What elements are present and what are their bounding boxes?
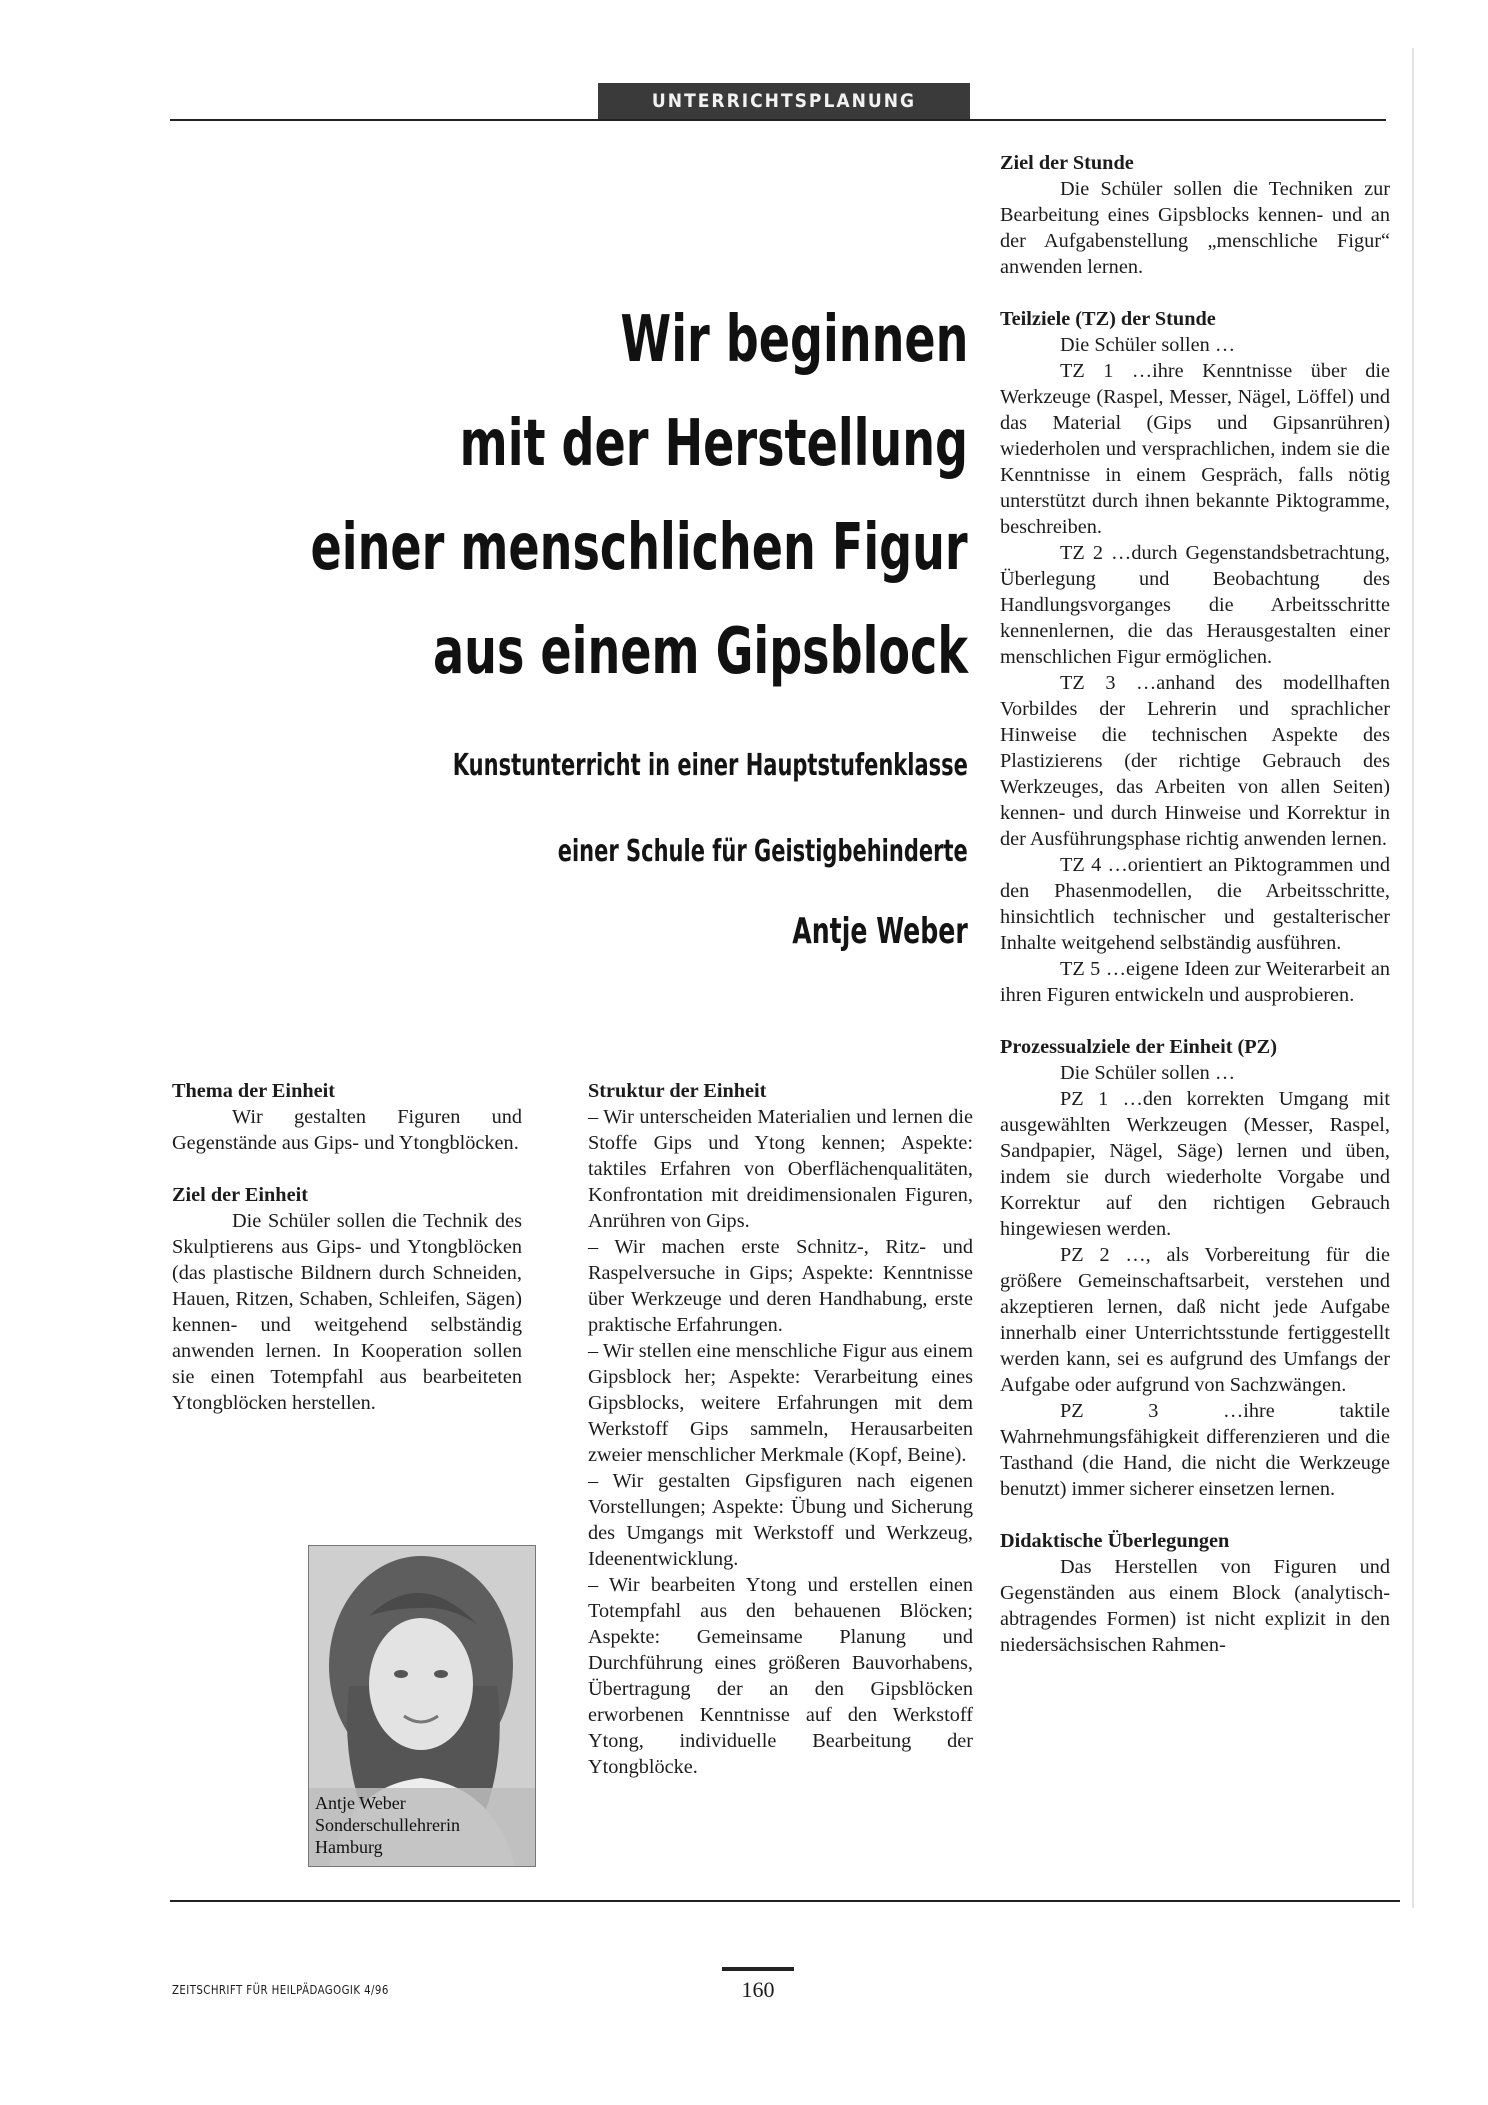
page-edge-shadow xyxy=(1412,48,1414,1908)
caption-city: Hamburg xyxy=(315,1837,383,1857)
journal-name: ZEITSCHRIFT FÜR HEILPÄDAGOGIK 4/96 xyxy=(172,1983,389,1997)
column-left xyxy=(172,1078,522,1416)
teilziel-item: TZ 4 …orientiert an Piktogrammen und den Phasenmodellen, die Arbeitsschritte, hinsichtlich technischer und gestalterischer Inhalte weitgehend selbständig ausführen. xyxy=(1000,854,1390,954)
author-photo xyxy=(308,1545,536,1867)
teilziel-item: TZ 1 …ihre Kenntnisse über die Werkzeuge (Raspel, Messer, Nägel, Löffel) und das Material (Gips und Gipsanrühren) wiederholen und versprachlichen, indem sie die Kenntnisse in einem Gespräch, falls nötig unterstützt durch ihnen bekannte Piktogramme, beschreiben. xyxy=(1000,360,1390,538)
prozess-intro: Die Schüler sollen … xyxy=(1060,1062,1236,1084)
prozessziel-item: PZ 2 …, als Vorbereitung für die größere Gemeinschaftsarbeit, verstehen und akzeptieren lernen, daß nicht jede Aufgabe innerhalb einer Unterrichtsstunde fertiggestellt werden kann, sei es aufgrund des Umfangs der Aufgabe oder aufgrund von Sachzwängen. xyxy=(1000,1244,1390,1396)
struktur-heading: Struktur der Einheit xyxy=(588,1080,767,1102)
column-right xyxy=(1000,150,1390,1658)
article-author: Antje Weber xyxy=(792,911,968,952)
page-number-rule xyxy=(722,1967,794,1971)
teilziele-intro: Die Schüler sollen … xyxy=(1060,334,1236,356)
ziel-stunde-heading: Ziel der Stunde xyxy=(1000,152,1134,174)
column-middle xyxy=(588,1078,973,1780)
didaktik-heading: Didaktische Überlegungen xyxy=(1000,1530,1230,1552)
struktur-item: – Wir machen erste Schnitz-, Ritz- und Raspelversuche in Gips; Aspekte: Kenntnisse über Werkzeuge und deren Handhabung, erste praktische Erfahrungen. xyxy=(588,1236,973,1336)
teilziel-item: TZ 3 …anhand des modellhaften Vorbildes der Lehrerin und sprachlicher Hinweise die technischen Aspekte des Plastizierens (der richtige Gebrauch des Werkzeuges, das Arbeiten von allen Seiten) kennen- und durch Hinweise und Korrektur in der Ausführungsphase richtig anwenden lernen. xyxy=(1000,672,1390,850)
prozessziel-item: PZ 1 …den korrekten Umgang mit ausgewählten Werkzeugen (Messer, Raspel, Sandpapier, Nägel, Säge) lernen und üben, indem sie durch wiederholte Vorgabe und Korrektur auf den richtigen Gebrauch hingewiesen werden. xyxy=(1000,1088,1390,1240)
thema-heading: Thema der Einheit xyxy=(172,1080,336,1102)
section-label: UNTERRICHTSPLANUNG xyxy=(598,83,970,119)
article-subtitle-line-2: einer Schule für Geistigbehinderte xyxy=(557,834,968,869)
header-rule xyxy=(170,119,1386,121)
teilziele-heading: Teilziele (TZ) der Stunde xyxy=(1000,308,1216,330)
teilziel-item: TZ 5 …eigene Ideen zur Weiterarbeit an ihren Figuren entwickeln und ausprobieren. xyxy=(1000,958,1390,1006)
prozessziel-item: PZ 3 …ihre taktile Wahrnehmungsfähigkeit differenzieren und die Tasthand (die Hand, die nicht die Werkzeuge benutzt) immer sicherer einsetzen lernen. xyxy=(1000,1400,1390,1500)
struktur-item: – Wir unterscheiden Materialien und lernen die Stoffe Gips und Ytong kennen; Aspekte: taktiles Erfahren von Oberflächenqualitäten, Konfrontation mit dreidimensionalen Figuren, Anrühren von Gips. xyxy=(588,1106,973,1232)
thema-text: Wir gestalten Figuren und Gegenstände aus Gips- und Ytongblöcken. xyxy=(172,1106,522,1154)
article-title-line-2: mit der Herstellung xyxy=(459,407,968,481)
article-title-line-4: aus einem Gipsblock xyxy=(433,615,968,689)
ziel-stunde-text: Die Schüler sollen die Techniken zur Bearbeitung eines Gipsblocks kennen- und an der Aufgabenstellung „menschliche Figur“ anwenden lernen. xyxy=(1000,178,1390,278)
ziel-einheit-text: Die Schüler sollen die Technik des Skulptierens aus Gips- und Ytongblöcken (das plastische Bildnern durch Schneiden, Hauen, Ritzen, Schaben, Schleifen, Sägen) kennen- und weitgehend selbständig anwenden lernen. In Kooperation sollen sie einen Totempfahl aus bearbeiteten Ytongblöcken herstellen. xyxy=(172,1210,522,1414)
prozess-heading: Prozessualziele der Einheit (PZ) xyxy=(1000,1036,1277,1058)
photo-caption xyxy=(315,1792,460,1858)
struktur-item: – Wir stellen eine menschliche Figur aus einem Gipsblock her; Aspekte: Verarbeitung eines Gipsblocks, weitere Erfahrungen mit dem Werkstoff Gips sammeln, Herausarbeiten zweier menschlicher Merkmale (Kopf, Beine). xyxy=(588,1340,973,1466)
page-number: 160 xyxy=(741,1977,775,2002)
article-subtitle-line-1: Kunstunterricht in einer Hauptstufenklasse xyxy=(452,748,968,783)
caption-role: Sonderschullehrerin xyxy=(315,1815,460,1835)
article-title-line-1: Wir beginnen xyxy=(619,303,968,377)
struktur-item: – Wir bearbeiten Ytong und erstellen einen Totempfahl aus den behauenen Blöcken; Aspekte: Gemeinsame Planung und Durchführung eines größeren Bauvorhabens, Übertragung der an den Gipsblöcken erworbenen Kenntnisse auf den Werkstoff Ytong, individuelle Bearbeitung der Ytongblöcke. xyxy=(588,1574,973,1778)
article-title-line-3: einer menschlichen Figur xyxy=(310,511,968,585)
ziel-einheit-heading: Ziel der Einheit xyxy=(172,1184,308,1206)
teilziel-item: TZ 2 …durch Gegenstandsbetrachtung, Überlegung und Beobachtung des Handlungsvorganges die Arbeitsschritte kennenlernen, die das Herausgestalten einer menschlichen Figur ermöglichen. xyxy=(1000,542,1390,668)
struktur-item: – Wir gestalten Gipsfiguren nach eigenen Vorstellungen; Aspekte: Übung und Sicherung des Umgangs mit Werkstoff und Werkzeug, Ideenentwicklung. xyxy=(588,1470,973,1570)
caption-name: Antje Weber xyxy=(315,1793,406,1813)
didaktik-text: Das Herstellen von Figuren und Gegenständen aus einem Block (analytisch-abtragendes Formen) ist nicht explizit in den niedersächsischen Rahmen- xyxy=(1000,1556,1390,1656)
footer-rule xyxy=(170,1900,1400,1902)
